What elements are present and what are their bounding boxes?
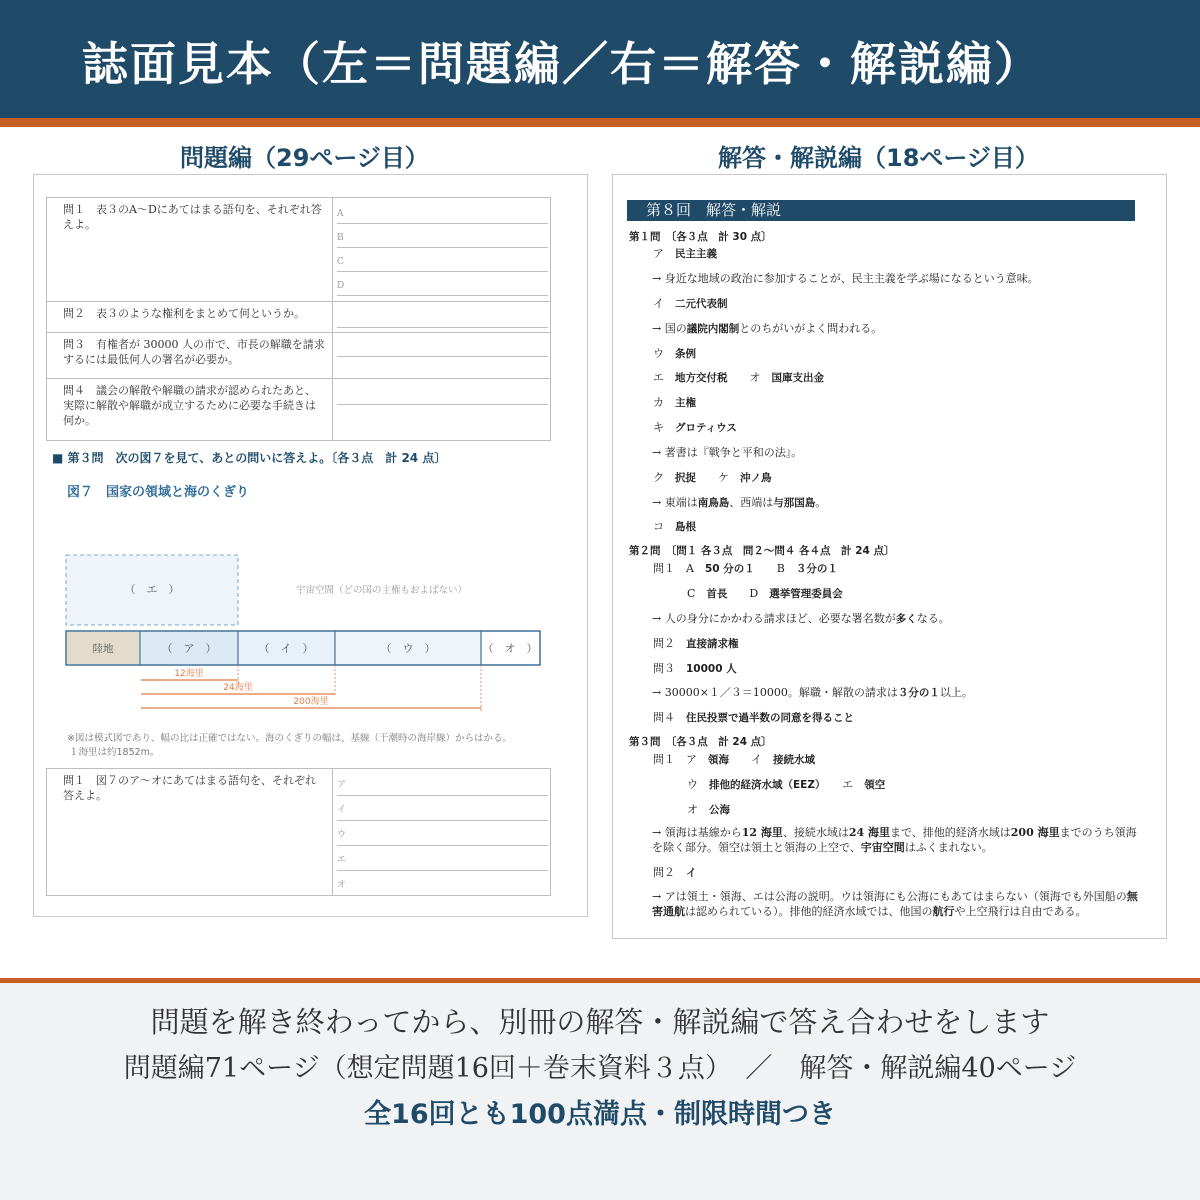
question-page (33, 174, 588, 917)
answer-area[interactable] (333, 379, 550, 440)
question-row (47, 769, 550, 895)
answer-page (612, 174, 1167, 939)
banner-divider (0, 118, 1200, 127)
answer-line-label: D (337, 272, 548, 296)
question-table-top (46, 197, 551, 441)
answer-item: 問１ A 50 分の１ B ３分の１ (653, 562, 838, 575)
space-label: 宇宙空間（どの国の主権もおよばない） (296, 585, 468, 596)
question-text: 問３ 有権者が 30000 人の市で、市長の解職を請求するには最低何人の署名が必要か。 (47, 333, 333, 378)
question-row (47, 198, 550, 302)
answer-line-label: A (337, 200, 548, 224)
answer-item: C 首長 D 選挙管理委員会 (687, 587, 843, 600)
question-row (47, 302, 550, 333)
segment-u-label: （ ウ ） (380, 642, 436, 655)
answer-item: ウ 排他的経済水域（EEZ） エ 領空 (687, 778, 886, 791)
answer-line-label: C (337, 248, 548, 272)
question-row (47, 379, 550, 440)
explanation: → 身近な地域の政治に参加することが、民主主義を学ぶ場になるという意味。 (652, 272, 1039, 285)
answer-line-label: B (337, 224, 548, 248)
segment-o-label: （ オ ） (482, 642, 538, 655)
question-text: 問４ 議会の解散や解職の請求が認められたあと、実際に解散や解職が成立するために必要な手続きは何か。 (47, 379, 333, 440)
answer-item: カ 主権 (653, 396, 696, 409)
figure-note-line: １海里は約1852m。 (69, 747, 160, 758)
answer-item: ア 民主主義 (653, 247, 717, 260)
answer-line-label: ア (337, 771, 548, 796)
answer-area[interactable] (333, 198, 550, 301)
part1-heading: 第１問 〔各３点 計 30 点〕 (629, 231, 772, 243)
answer-item: 問３ 10000 人 (653, 662, 737, 675)
top-banner (0, 0, 1200, 118)
explanation: → 人の身分にかかわる請求ほど、必要な署名数が多くなる。 (652, 612, 950, 625)
answer-item: 問１ ア 領海 イ 接続水域 (653, 753, 815, 766)
200nm-label: 200海里 (293, 697, 329, 707)
explanation: → 国の議院内閣制とのちがいがよく問われる。 (652, 322, 883, 335)
figure-title: 図７ 国家の領域と海のくぎり (67, 485, 250, 500)
part2-heading: 第２問 〔問１ 各３点 問２～問４ 各４点 計 24 点〕 (629, 545, 895, 557)
bottom-line-2: 問題編71ページ（想定問題16回＋巻末資料３点） ／ 解答・解説編40ページ (123, 1053, 1077, 1084)
answer-page-title: 第８回 解答・解説 (627, 200, 1135, 221)
segment-a-label: （ ア ） (161, 642, 217, 655)
answer-line (337, 304, 548, 328)
answer-item: 問２ イ (653, 866, 697, 879)
bottom-line-1: 問題を解き終わってから、別冊の解答・解説編で答え合わせをします (150, 1005, 1050, 1039)
answer-line (337, 381, 548, 405)
question-text: 問１ 図７のア～オにあてはまる語句を、それぞれ答えよ。 (47, 769, 333, 895)
airspace-label: （ エ ） (124, 583, 180, 596)
answer-line-label: オ (337, 871, 548, 896)
answer-area[interactable] (333, 302, 550, 332)
territory-diagram (34, 545, 589, 715)
explanation: → 著書は『戦争と平和の法』。 (652, 446, 803, 459)
answer-line-label: エ (337, 846, 548, 871)
answer-line (337, 335, 548, 357)
explanation: → アは領土・領海、エは公海の説明。ウは領海にも公海にもあてはまらない（領海でも外国船の無害通航は認められている）。排他的経済水域では、他国の航行や上空飛行は自由である。 (652, 890, 1138, 918)
answer-line-label: ウ (337, 821, 548, 846)
banner-title: 誌面見本（左＝問題編／右＝解答・解説編） (82, 37, 1042, 91)
answer-item: ウ 条例 (653, 347, 696, 360)
24nm-label: 24海里 (223, 683, 253, 693)
answer-item: ク 択捉 ケ 沖ノ鳥 (653, 471, 772, 484)
question-table-bottom (46, 768, 551, 896)
bottom-line-3: 全16回とも100点満点・制限時間つき (364, 1099, 836, 1130)
part3-heading: 第３問 〔各３点 計 24 点〕 (629, 736, 772, 748)
question-row (47, 333, 550, 379)
question-text: 問１ 表３のA～Dにあてはまる語句を、それぞれ答えよ。 (47, 198, 333, 301)
answer-item: キ グロティウス (653, 421, 737, 434)
answer-item: イ 二元代表制 (653, 297, 728, 310)
answer-item: オ 公海 (687, 803, 730, 816)
land-label: 陸地 (92, 643, 114, 655)
answer-item: 問２ 直接請求権 (653, 637, 739, 650)
figure-note-line: ※図は模式図であり、幅の比は正確ではない。海のくぎりの幅は、基線（干潮時の海岸線）からはかる。 (67, 733, 512, 744)
answer-line-label: イ (337, 796, 548, 821)
explanation: → 東端は南鳥島、西端は与那国島。 (652, 496, 827, 509)
answer-item: エ 地方交付税 オ 国庫支出金 (653, 371, 824, 384)
answer-item: コ 島根 (653, 520, 696, 533)
question-text: 問２ 表３のような権利をまとめて何というか。 (47, 302, 333, 332)
12nm-label: 12海里 (174, 669, 204, 679)
answer-area[interactable] (333, 769, 550, 895)
explanation: → 領海は基線から12 海里、接続水域は24 海里まで、排他的経済水域は200 海里までのうち領海を除く部分。領空は領土と領海の上空で、宇宙空間はふくまれない。 (652, 826, 1137, 854)
right-column-title: 解答・解説編（18ページ目） (718, 144, 1039, 172)
segment-i-label: （ イ ） (258, 642, 314, 655)
left-column-title: 問題編（29ページ目） (180, 144, 429, 172)
explanation: → 30000×１／３＝10000。解職・解散の請求は３分の１以上。 (652, 686, 973, 699)
figure-note (67, 732, 512, 760)
answer-area[interactable] (333, 333, 550, 378)
answer-item: 問４ 住民投票で過半数の同意を得ること (653, 711, 854, 724)
section-3-heading: ■ 第３問 次の図７を見て、あとの問いに答えよ。〔各３点 計 24 点〕 (52, 451, 447, 465)
